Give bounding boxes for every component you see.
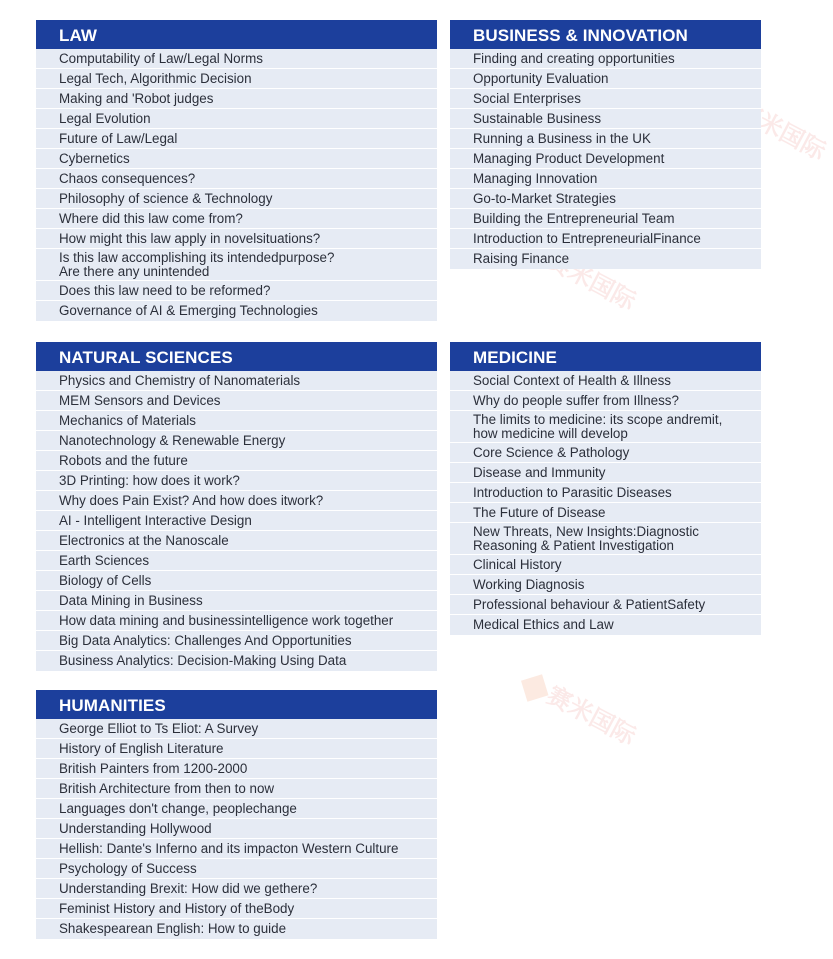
list-item: Robots and the future [36,451,437,471]
section-title: LAW [36,20,437,49]
list-item: Core Science & Pathology [450,443,761,463]
list-item: Opportunity Evaluation [450,69,761,89]
list-item: Managing Product Development [450,149,761,169]
list-item: Introduction to EntrepreneurialFinance [450,229,761,249]
list-item: Chaos consequences? [36,169,437,189]
list-item: British Painters from 1200-2000 [36,759,437,779]
list-item: Mechanics of Materials [36,411,437,431]
list-item: Understanding Brexit: How did we gethere? [36,879,437,899]
list-item: Shakespearean English: How to guide [59,921,287,936]
list-item: Does this law need to be reformed? [36,281,437,301]
section-title: BUSINESS & INNOVATION [450,20,761,49]
list-item: Biology of Cells [36,571,437,591]
list-item: Legal Tech, Algorithmic Decision [36,69,437,89]
list-item: Why does Pain Exist? And how does itwork? [36,491,437,511]
list-item: Why do people suffer from Illness? [450,391,761,411]
list-item: Making and 'Robot judges [36,89,437,109]
watermark: 赛米国际 [519,228,643,316]
list-item: Professional behaviour & PatientSafety [450,595,761,615]
list-item: Physics and Chemistry of Nanomaterials [36,371,437,391]
section-humanities [36,690,437,939]
list-item: Big Data Analytics: Challenges And Opportunities [36,631,437,651]
list-item: Business Analytics: Decision-Making Using Data [59,653,347,668]
section-title: MEDICINE [450,342,761,371]
list-item: Running a Business in the UK [450,129,761,149]
list-item: Feminist History and History of theBody [36,899,437,919]
list-item: Legal Evolution [36,109,437,129]
list-item: Languages don't change, peoplechange [36,799,437,819]
section-title: NATURAL SCIENCES [36,342,437,371]
section-law [36,20,437,321]
list-item: Data Mining in Business [36,591,437,611]
section-title: HUMANITIES [36,690,437,719]
item-list [36,719,437,939]
list-item: 3D Printing: how does it work? [36,471,437,491]
list-item: British Architecture from then to now [36,779,437,799]
section-business-innovation [450,20,761,269]
list-item: Building the Entrepreneurial Team [450,209,761,229]
list-item: Is this law accomplishing its intendedpurpose? Are there any unintended [36,249,437,281]
list-item: Nanotechnology & Renewable Energy [36,431,437,451]
list-item: The Future of Disease [450,503,761,523]
list-item: History of English Literature [36,739,437,759]
list-item: How might this law apply in novelsituations? [36,229,437,249]
list-item: How data mining and businessintelligence work together [36,611,437,631]
list-item: Managing Innovation [450,169,761,189]
watermark: 赛米国际 [709,78,833,166]
list-item: Earth Sciences [36,551,437,571]
list-item: Electronics at the Nanoscale [36,531,437,551]
list-item: Hellish: Dante's Inferno and its impacton Western Culture [36,839,437,859]
item-list [36,49,437,321]
list-item: Social Context of Health & Illness [450,371,761,391]
item-list [450,49,761,269]
list-item: George Elliot to Ts Eliot: A Survey [36,719,437,739]
list-item: Clinical History [450,555,761,575]
item-list [450,371,761,635]
section-medicine [450,342,761,635]
section-natural-sciences [36,342,437,671]
list-item: Where did this law come from? [36,209,437,229]
watermark: 赛米国际 [519,663,643,751]
list-item: Future of Law/Legal [36,129,437,149]
list-item: Philosophy of science & Technology [36,189,437,209]
list-item: Go-to-Market Strategies [450,189,761,209]
list-item: AI - Intelligent Interactive Design [36,511,437,531]
list-item: Raising Finance [473,251,570,266]
list-item: Finding and creating opportunities [450,49,761,69]
list-item: Social Enterprises [450,89,761,109]
item-list [36,371,437,671]
list-item: Psychology of Success [36,859,437,879]
list-item: Understanding Hollywood [36,819,437,839]
watermark-logo-icon [521,674,548,701]
list-item: Disease and Immunity [450,463,761,483]
list-item: Working Diagnosis [450,575,761,595]
list-item: Introduction to Parasitic Diseases [450,483,761,503]
list-item: MEM Sensors and Devices [36,391,437,411]
list-item: New Threats, New Insights:Diagnostic Reasoning & Patient Investigation [450,523,761,555]
list-item: Computability of Law/Legal Norms [36,49,437,69]
list-item: Medical Ethics and Law [473,617,614,632]
list-item: The limits to medicine: its scope andremit, how medicine will develop [450,411,761,443]
list-item: Cybernetics [36,149,437,169]
list-item: Governance of AI & Emerging Technologies [59,303,318,318]
list-item: Sustainable Business [450,109,761,129]
